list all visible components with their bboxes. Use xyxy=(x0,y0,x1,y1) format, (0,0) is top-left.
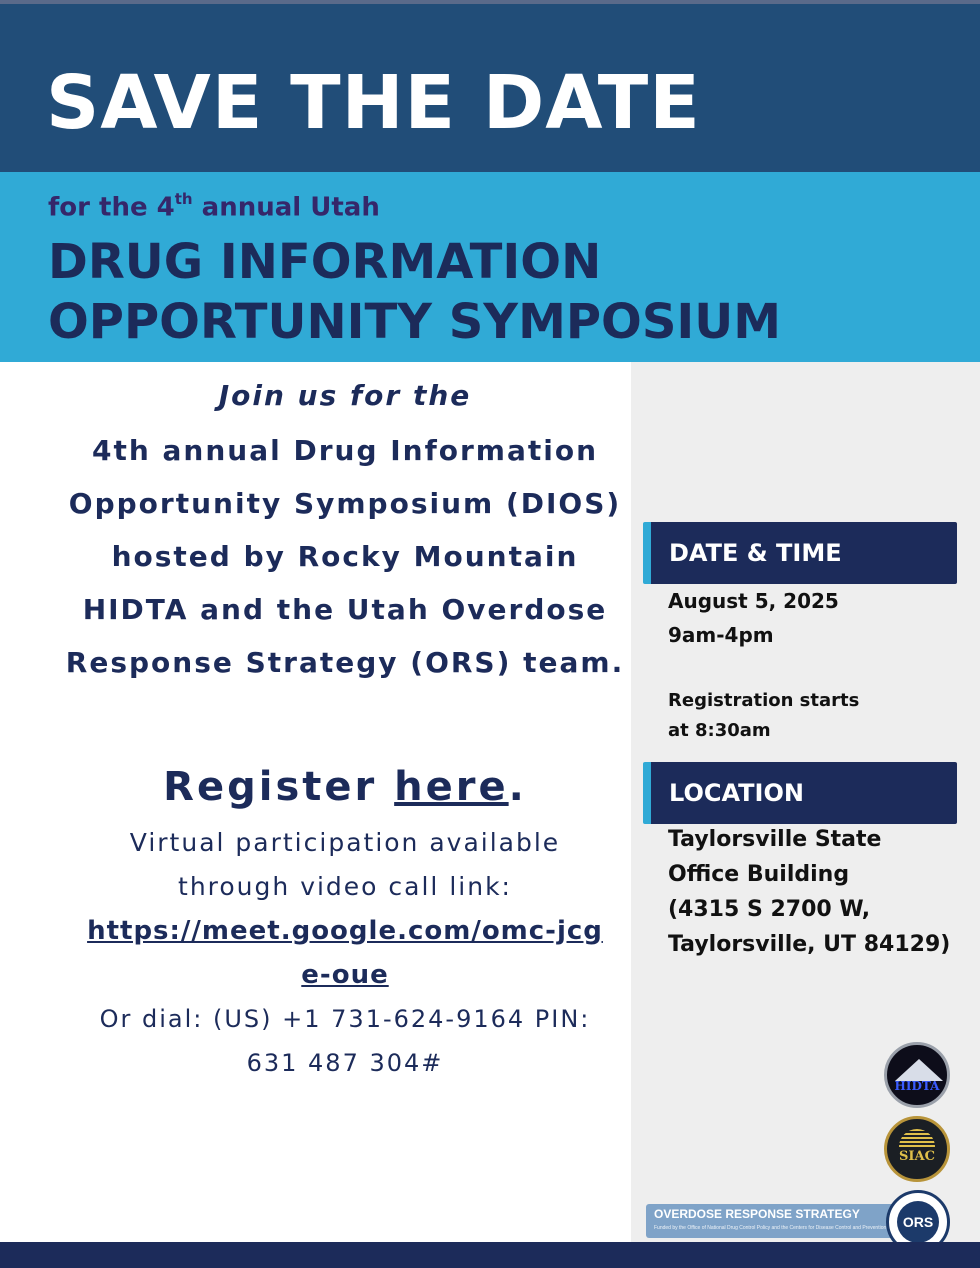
register-here-link[interactable]: here xyxy=(394,764,509,810)
header-dark-band xyxy=(0,4,980,172)
ors-banner-title: OVERDOSE RESPONSE STRATEGY xyxy=(654,1207,860,1221)
annual-subtitle xyxy=(48,192,380,223)
location-line4: Taylorsville, UT 84129) xyxy=(668,932,951,957)
footer-bar xyxy=(0,1242,980,1268)
hidta-logo xyxy=(884,1042,950,1108)
location-heading: LOCATION xyxy=(643,762,957,824)
date-time-block xyxy=(668,584,968,652)
event-title xyxy=(48,232,781,352)
registration-block xyxy=(668,686,968,746)
location-line2: Office Building xyxy=(668,862,850,887)
location-line1: Taylorsville State xyxy=(668,827,882,852)
register-prefix: Register xyxy=(163,764,395,810)
dial-info: Or dial: (US) +1 731-624-9164 PIN: 631 487 304# xyxy=(99,1005,591,1077)
subtitle-ordinal: th xyxy=(174,190,193,208)
main-content xyxy=(40,362,650,1085)
event-title-line1: DRUG INFORMATION xyxy=(48,234,602,290)
siac-logo-text: SIAC xyxy=(899,1149,935,1164)
subtitle-prefix: for the 4 xyxy=(48,192,175,223)
ors-seal-text: ORS xyxy=(897,1201,939,1243)
hidta-logo-text: HIDTA xyxy=(894,1079,940,1093)
registration-line1: Registration starts xyxy=(668,690,860,711)
virtual-note: Virtual participation available through video call link: xyxy=(129,828,561,901)
location-line3: (4315 S 2700 W, xyxy=(668,897,871,922)
meet-link[interactable]: https://meet.google.com/omc-jcge-oue xyxy=(87,916,603,990)
header-light-band xyxy=(0,172,980,362)
siac-logo xyxy=(884,1116,950,1182)
date-time-heading: DATE & TIME xyxy=(643,522,957,584)
register-line xyxy=(40,759,650,815)
location-block xyxy=(668,822,968,962)
save-the-date-title: SAVE THE DATE xyxy=(46,60,701,146)
join-heading: Join us for the xyxy=(218,379,472,412)
intro-paragraph: 4th annual Drug Information Opportunity Symposium (DIOS) hosted by Rocky Mountain HIDTA and the Utah Overdose Response Strategy (ORS) team. xyxy=(65,434,625,679)
registration-line2: at 8:30am xyxy=(668,720,771,741)
event-title-line2: OPPORTUNITY SYMPOSIUM xyxy=(48,294,781,350)
event-time: 9am-4pm xyxy=(668,623,774,647)
ors-banner-fineprint: Funded by the Office of National Drug Control Policy and the Centers for Disease Control and Prevention xyxy=(654,1225,887,1231)
siac-emblem-icon xyxy=(899,1129,935,1147)
mountain-icon xyxy=(895,1059,943,1081)
register-suffix: . xyxy=(508,764,527,810)
subtitle-suffix: annual Utah xyxy=(192,192,380,223)
event-date: August 5, 2025 xyxy=(668,589,839,613)
